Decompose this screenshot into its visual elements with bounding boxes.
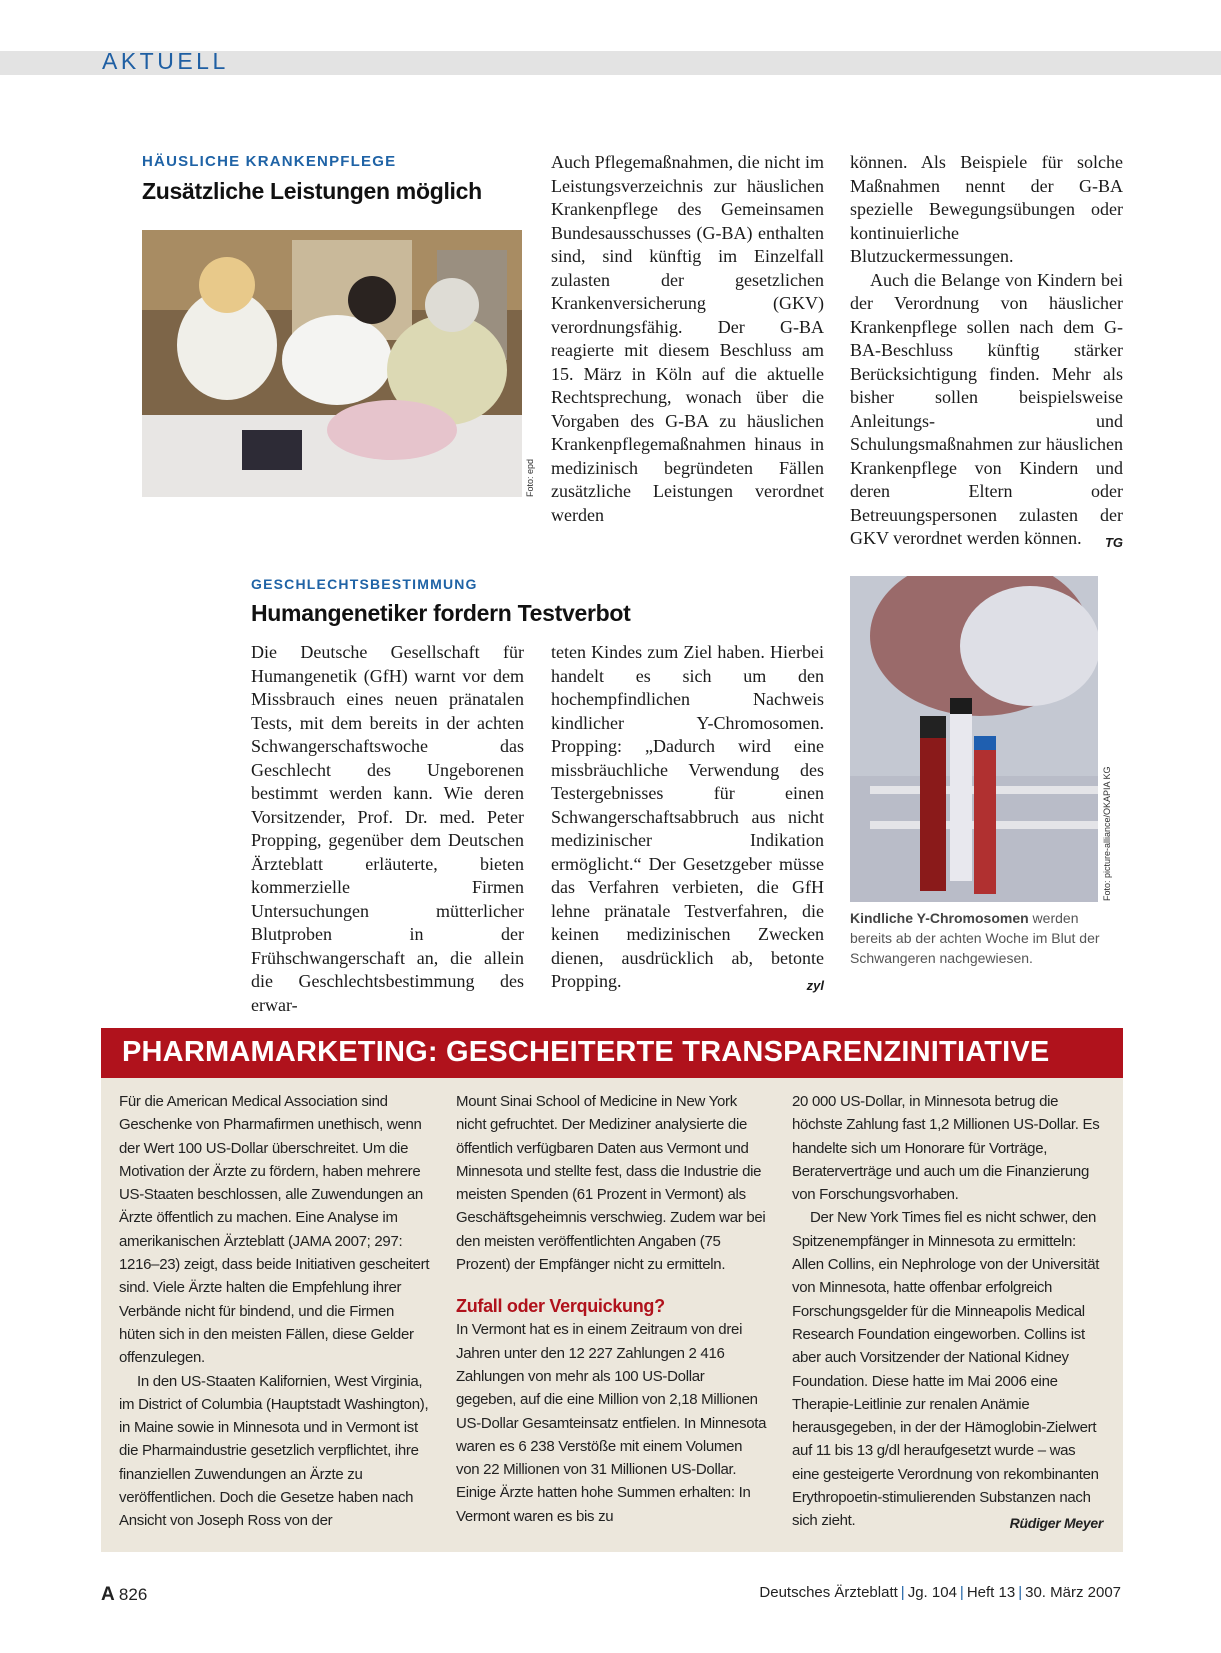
article1-photo-credit: Foto: epd xyxy=(525,458,535,497)
article2-photo-credit: Foto: picture-alliance/OKAPIA KG xyxy=(1102,766,1112,901)
section-label: AKTUELL xyxy=(102,48,229,74)
article3-col1-paragraph-2: In den US-Staaten Kalifornien, West Virginia, im District of Columbia (Hauptstadt Washington), in Maine sowie in Minnesota und in Vermont ist die Pharmaindustrie gesetzlich verpflichtet, ihre finanziellen Zuwendungen an Ärzte zu veröffentlichen. Doch die Gesetze haben nach Ansicht von Joseph Ross von der xyxy=(119,1372,429,1530)
article2-column-2 xyxy=(551,641,824,998)
article1-kicker: HÄUSLICHE KRANKENPFLEGE xyxy=(142,153,397,170)
nursing-care-image xyxy=(142,230,522,497)
page-number xyxy=(101,1584,147,1606)
article3-subhead: Zufall oder Verquickung? xyxy=(456,1296,665,1317)
article3-col2-paragraph-1: Mount Sinai School of Medicine in New York nicht gefruchtet. Der Mediziner analysierte die öffentlich verfügbaren Daten aus Vermont und Minnesota und stellte fest, dass die Industrie die meisten Spenden (61 Prozent in Vermont) als Geschäftsgeheimnis verschwieg. Zudem war bei den meisten veröffentlichten Angaben (75 Prozent) der Empfänger nicht zu ermitteln. xyxy=(456,1093,766,1274)
article3-col3-paragraph-1: 20 000 US-Dollar, in Minnesota betrug die höchste Zahlung fast 1,2 Millionen US-Dollar. Es handelte sich um Honorare für Vorträge, Beraterverträge und auch um die Finanzierung von Forschungsvorhaben. xyxy=(792,1093,1100,1204)
journal-name: Deutsches Ärzteblatt xyxy=(759,1584,898,1601)
article3-col1-paragraph-1: Für die American Medical Association sind Geschenke von Pharmafirmen unethisch, wenn der Wert 100 US-Dollar überschreitet. Um die Motivation der Ärzte zu fördern, haben mehrere US-Staaten beschlossen, alle Zuwendungen an Ärzte öffentlich zu machen. Eine Analyse im amerikanischen Ärzteblatt (JAMA 2007; 297: 1216–23) zeigt, dass beide Initiativen gescheitert sind. Viele Ärzte halten die Empfehlung ihrer Verbände nicht für bindend, und die Firmen hüten sich in den meisten Fällen, diese Gelder offenzulegen. xyxy=(119,1093,430,1367)
journal-date: 30. März 2007 xyxy=(1025,1584,1121,1601)
page-prefix: A xyxy=(101,1584,115,1605)
article1-signature: TG xyxy=(1104,535,1123,550)
article3-title: PHARMAMARKETING: GESCHEITERTE TRANSPARENZINITIATIVE xyxy=(122,1036,1050,1068)
journal-issue: Heft 13 xyxy=(966,1584,1016,1601)
article2-kicker: GESCHLECHTSBESTIMMUNG xyxy=(251,576,478,592)
article3-col3-paragraph-2: Der New York Times fiel es nicht schwer, den Spitzenempfänger in Minnesota zu ermitteln: Allen Collins, ein Nephrologe von der Universität von Minnesota, hatte offenbar erfolgreich Forschungsgelder für die Minneapolis Medical Research Foundation eingeworben. Collins ist aber auch Vorsitzender der National Kidney Foundation. Diese hatte im Mai 2006 eine Therapie-Leitlinie zur renalen Anämie herausgegeben, in der der Hämoglobin-Zielwert auf 11 bis 13 g/dl heraufgesetzt wurde – was eine gesteigerte Verordnung von rekombinanten Erythropoetin-stimulierenden Substanzen nach sich zieht. xyxy=(792,1209,1100,1530)
page-number-value: 826 xyxy=(118,1585,148,1604)
article3-column-2 xyxy=(456,1090,767,1528)
article2-title: Humangenetiker fordern Testverbot xyxy=(251,600,631,626)
article1-column-2 xyxy=(850,151,1123,555)
blood-sample-tubes-image xyxy=(850,576,1098,902)
article1-col2-paragraph-1: können. Als Beispiele für solche Maßnahmen nennt der G-BA spezielle Bewegungsübungen oder kontinuierliche Blutzuckermessungen. xyxy=(850,152,1123,266)
article2-col2-text: teten Kindes zum Ziel haben. Hierbei handelt es sich um den hochempfindlichen Nachweis kindlicher Y-Chromosomen. Propping: „Dadurch wird eine missbräuchliche Verwendung des Testergebnisses für einen Schwangerschaftsabbruch aus nicht medizinischer Indikation ermöglicht.“ Der Gesetzgeber müsse das Verfahren verbieten, die GfH lehne pränatale Testverfahren, die keinen medizinischen Zwecken dienen, ausdrücklich ab, betonte Propping. xyxy=(551,642,824,991)
article1-title: Zusätzliche Leistungen möglich xyxy=(142,178,482,204)
article2-photo xyxy=(850,576,1098,902)
article2-caption-bold: Kindliche Y-Chromosomen xyxy=(850,910,1029,926)
article3-signature: Rüdiger Meyer xyxy=(1009,1515,1103,1532)
article3-column-1 xyxy=(119,1090,430,1533)
article1-column-1 xyxy=(551,151,824,527)
article1-photo xyxy=(142,230,522,497)
journal-info: Deutsches Ärzteblatt | Jg. 104 | Heft 13 | 30. März 2007 xyxy=(759,1584,1121,1601)
journal-volume: Jg. 104 xyxy=(907,1584,957,1601)
article2-signature: zyl xyxy=(806,978,824,993)
article3-column-3 xyxy=(792,1090,1103,1536)
article2-column-1 xyxy=(251,641,524,1017)
article1-col1-text: Auch Pflegemaßnahmen, die nicht im Leistungsverzeichnis zur häuslichen Krankenpflege des Gemeinsamen Bundesausschusses (G-BA) enthalten sind, sind künftig im Einzelfall zulasten der gesetzlichen Krankenversicherung (GKV) verordnungsfähig. Der G-BA reagierte mit diesem Beschluss am 15. März in Köln auf die aktuelle Rechtsprechung, wonach über die Vorgaben des G-BA zu häuslichen Krankenpflegemaßnahmen hinaus in medizinisch begründeten Fällen zusätzliche Leistungen verordnet werden xyxy=(551,152,824,525)
article1-col2-paragraph-2: Auch die Belange von Kindern bei der Verordnung von häuslicher Krankenpflege sollen nach dem G-BA-Beschluss künftig stärker Berücksichtigung finden. Mehr als bisher sollen beispielsweise Anleitungs- und Schulungsmaßnahmen zur häuslichen Krankenpflege von Kindern und deren Eltern oder Betreuungspersonen zulasten der GKV verordnet werden können. xyxy=(850,269,1123,548)
article2-caption xyxy=(850,908,1110,968)
article2-col1-text: Die Deutsche Gesellschaft für Humangenetik (GfH) warnt vor dem Missbrauch eines neuen pränatalen Tests, mit dem bereits in der achten Schwangerschaftswoche das Geschlecht des Ungeborenen bestimmt werden kann. Wie deren Vorsitzender, Prof. Dr. med. Peter Propping, gegenüber dem Deutschen Ärzteblatt erläuterte, bieten kommerzielle Firmen Untersuchungen mütterlicher Blutproben in der Frühschwangerschaft an, die allein die Geschlechtsbestimmung des erwar- xyxy=(251,642,524,1015)
article3-col2-paragraph-2: In Vermont hat es in einem Zeitraum von drei Jahren unter den 12 227 Zahlungen 2 416 Zahlungen von mehr als 100 US-Dollar gegeben, auf die eine Million von 2,18 Millionen US-Dollar Gesamteinsatz entfielen. In Minnesota waren es 6 238 Verstöße mit einem Volumen von 22 Millionen von 31 Millionen US-Dollar. Einige Ärzte hatten hohe Summen erhalten: In Vermont waren es bis zu xyxy=(456,1321,767,1525)
article2-caption-text: werden bereits ab der achten Woche im Blut der Schwangeren nachgewiesen. xyxy=(850,910,1100,966)
